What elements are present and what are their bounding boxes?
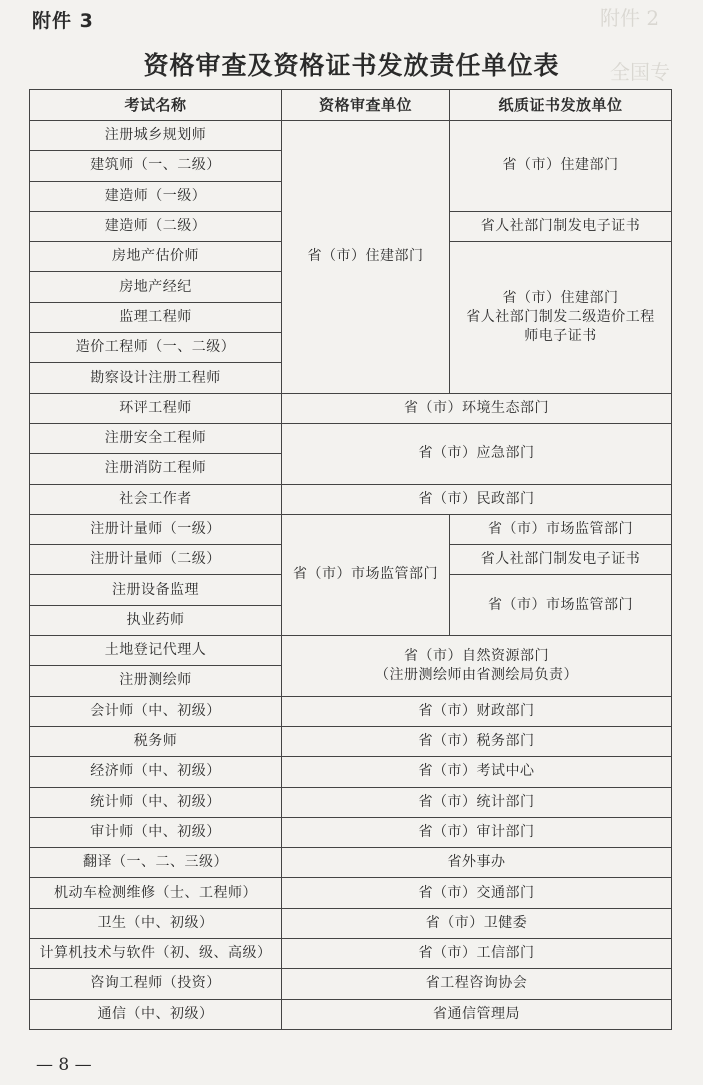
column-header-certificate: 纸质证书发放单位 [450, 90, 672, 121]
table-row [30, 423, 672, 453]
exam-name: 税务师 [30, 726, 282, 756]
column-header-exam: 考试名称 [30, 90, 282, 121]
exam-name: 注册设备监理 [30, 575, 282, 605]
exam-name: 勘察设计注册工程师 [30, 363, 282, 393]
exam-name: 统计师（中、初级） [30, 787, 282, 817]
table-row [30, 817, 672, 847]
certificate-unit: 省（市）住建部门 [450, 121, 672, 212]
certificate-unit: 省人社部门制发电子证书 [450, 545, 672, 575]
exam-name: 建造师（一级） [30, 181, 282, 211]
exam-name: 注册城乡规划师 [30, 121, 282, 151]
exam-name: 翻译（一、二、三级） [30, 848, 282, 878]
exam-name: 监理工程师 [30, 302, 282, 332]
responsible-unit-line: 省（市）自然资源部门 （注册测绘师由省测绘局负责） [375, 647, 578, 683]
responsible-unit: 省（市）审计部门 [282, 817, 672, 847]
exam-name: 机动车检测维修（士、工程师） [30, 878, 282, 908]
responsible-unit: 省通信管理局 [282, 999, 672, 1029]
table-header-row [30, 90, 672, 121]
responsible-unit: 省（市）统计部门 [282, 787, 672, 817]
exam-name: 造价工程师（一、二级） [30, 333, 282, 363]
page-number: — 8 — [36, 1055, 92, 1075]
exam-name: 土地登记代理人 [30, 636, 282, 666]
responsible-unit: 省（市）税务部门 [282, 726, 672, 756]
table-row [30, 969, 672, 999]
page-title: 资格审查及资格证书发放责任单位表 [143, 51, 560, 80]
column-header-review: 资格审查单位 [282, 90, 450, 121]
exam-name: 注册安全工程师 [30, 423, 282, 453]
table-row [30, 848, 672, 878]
responsible-unit: 省（市）环境生态部门 [282, 393, 672, 423]
exam-name: 社会工作者 [30, 484, 282, 514]
table-row [30, 757, 672, 787]
exam-name: 房地产经纪 [30, 272, 282, 302]
table-row [30, 908, 672, 938]
bleed-through-text: 附件 2 [600, 6, 660, 30]
certificate-unit [450, 242, 672, 393]
responsible-unit: 省外事办 [282, 848, 672, 878]
responsible-unit: 省（市）民政部门 [282, 484, 672, 514]
responsible-unit: 省（市）交通部门 [282, 878, 672, 908]
table-row [30, 121, 672, 151]
exam-name: 会计师（中、初级） [30, 696, 282, 726]
bleed-through-text: 全国专 [610, 60, 670, 84]
exam-name: 咨询工程师（投资） [30, 969, 282, 999]
exam-name: 注册测绘师 [30, 666, 282, 696]
table-row [30, 514, 672, 544]
table-row [30, 787, 672, 817]
certificate-unit-line: 省（市）住建部门 省人社部门制发二级造价工程师电子证书 [466, 289, 655, 344]
table-row [30, 726, 672, 756]
table-row [30, 484, 672, 514]
table-row [30, 636, 672, 666]
responsible-unit: 省（市）应急部门 [282, 423, 672, 484]
certificate-unit: 省（市）市场监管部门 [450, 514, 672, 544]
exam-name: 房地产估价师 [30, 242, 282, 272]
responsible-unit: 省工程咨询协会 [282, 969, 672, 999]
exam-name: 执业药师 [30, 605, 282, 635]
table-row [30, 999, 672, 1029]
exam-name: 注册消防工程师 [30, 454, 282, 484]
table-row [30, 393, 672, 423]
exam-name: 通信（中、初级） [30, 999, 282, 1029]
review-unit: 省（市）市场监管部门 [282, 514, 450, 635]
attachment-label: 附件 3 [32, 10, 94, 32]
exam-name: 注册计量师（二级） [30, 545, 282, 575]
exam-name: 建筑师（一、二级） [30, 151, 282, 181]
responsible-unit: 省（市）考试中心 [282, 757, 672, 787]
responsible-unit: 省（市）财政部门 [282, 696, 672, 726]
responsibility-table [29, 89, 672, 1030]
certificate-unit: 省人社部门制发电子证书 [450, 211, 672, 241]
table-row [30, 878, 672, 908]
responsible-unit: 省（市）卫健委 [282, 908, 672, 938]
exam-name: 经济师（中、初级） [30, 757, 282, 787]
certificate-unit: 省（市）市场监管部门 [450, 575, 672, 636]
exam-name: 卫生（中、初级） [30, 908, 282, 938]
review-unit: 省（市）住建部门 [282, 121, 450, 394]
table-row [30, 696, 672, 726]
responsible-unit [282, 636, 672, 697]
table-row [30, 939, 672, 969]
exam-name: 建造师（二级） [30, 211, 282, 241]
exam-name: 计算机技术与软件（初、级、高级） [30, 939, 282, 969]
exam-name: 注册计量师（一级） [30, 514, 282, 544]
exam-name: 环评工程师 [30, 393, 282, 423]
responsible-unit: 省（市）工信部门 [282, 939, 672, 969]
exam-name: 审计师（中、初级） [30, 817, 282, 847]
